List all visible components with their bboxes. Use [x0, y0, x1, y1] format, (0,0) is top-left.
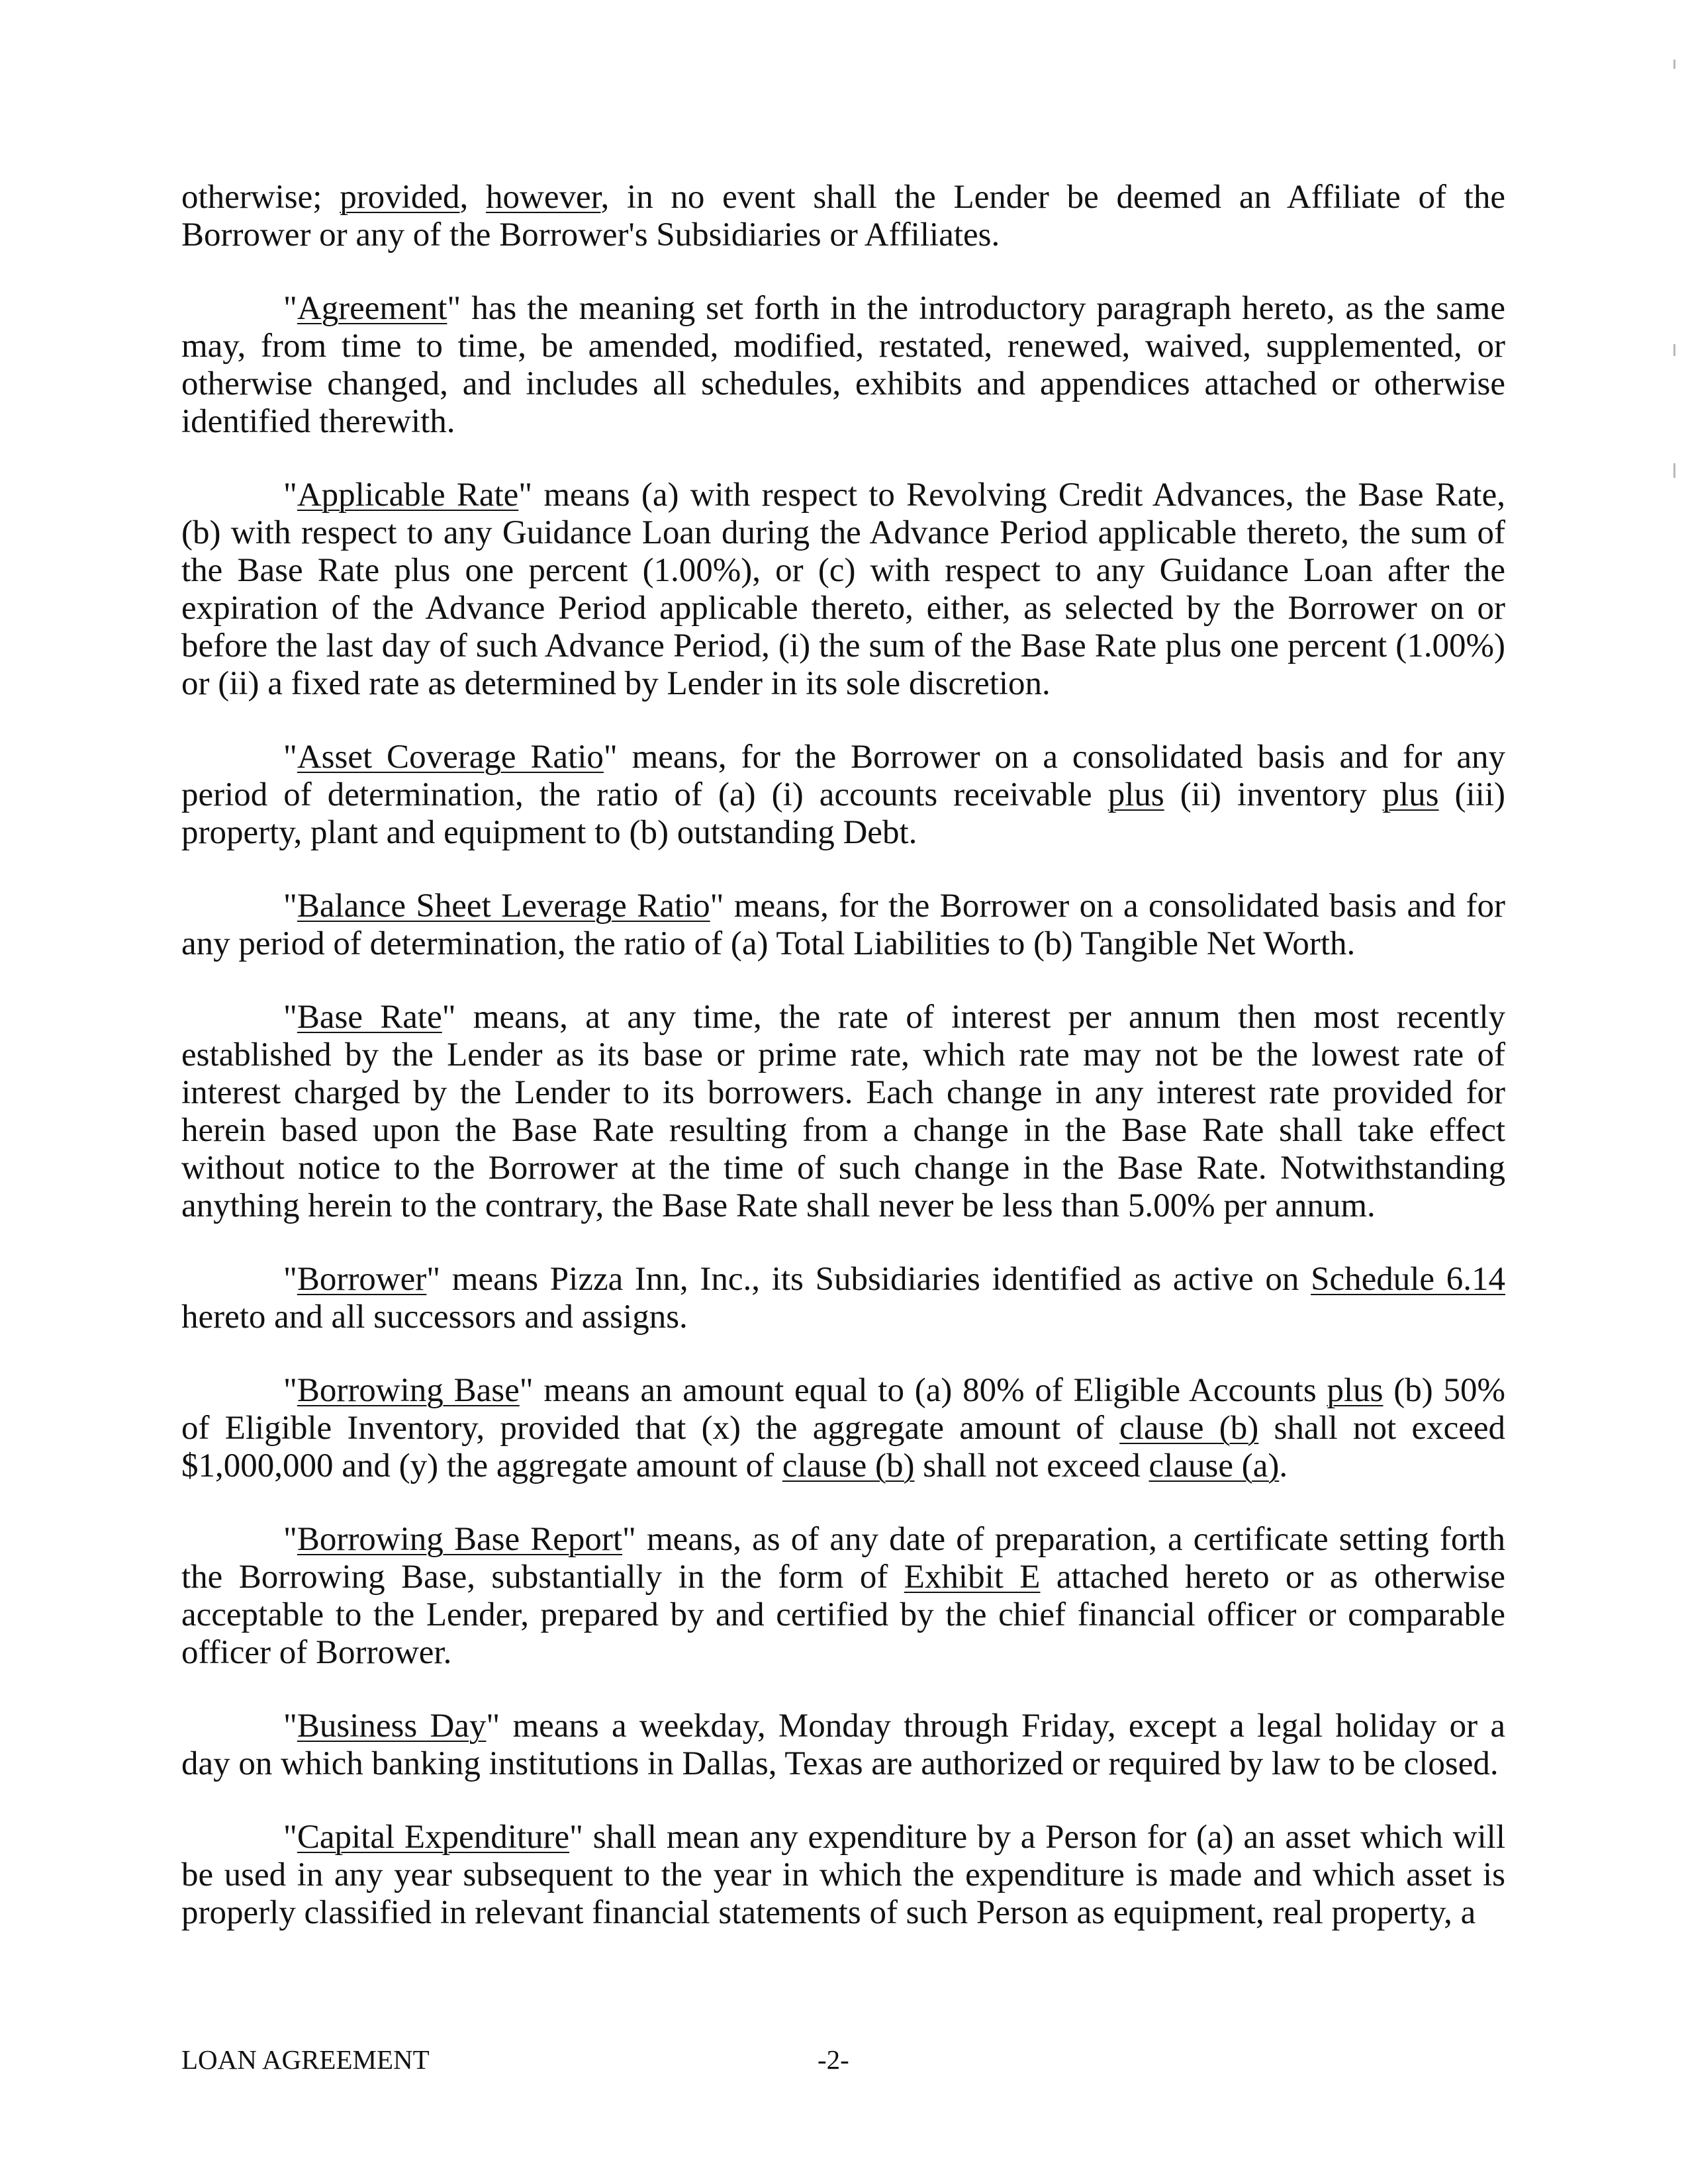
- underlined-term: Business Day: [297, 1707, 487, 1745]
- scan-artifact: [1673, 344, 1675, 356]
- underlined-term: Borrowing Base Report: [297, 1521, 623, 1558]
- document-body: [181, 179, 1505, 1968]
- underlined-term: Exhibit E: [904, 1559, 1041, 1596]
- underlined-term: Applicable Rate: [297, 477, 519, 514]
- definition-borrowing-base: [181, 1372, 1505, 1485]
- definition-base-rate: [181, 999, 1505, 1225]
- text-run: " means (a) with respect to Revolving Credit Advances, the Base Rate, (b) with respect to any Guidance Loan during the Advance Period applicable thereto, the sum of the Base Rate plus one percent (1.00%), or (c) with respect to any Guidance Loan after the expiration of the Advance Period applicable thereto, either, as selected by the Borrower on or before the last day of such Advance Period, (i) the sum of the Base Rate plus one percent (1.00%) or (ii) a fixed rate as determined by Lender in its sole discretion.: [181, 477, 1505, 702]
- text-run: (ii) inventory: [1164, 776, 1383, 813]
- text-run: shall not exceed $1,000,000 and (y) the aggregate amount of: [181, 1410, 1505, 1484]
- underlined-term: Balance Sheet Leverage Ratio: [297, 887, 710, 925]
- text-run: " means an amount equal to (a) 80% of Eligible Accounts: [519, 1372, 1327, 1409]
- definition-borrower: [181, 1261, 1505, 1336]
- text-run: ": [283, 999, 297, 1036]
- underlined-term: clause (a): [1149, 1447, 1280, 1484]
- text-run: ": [283, 1372, 297, 1409]
- underlined-term: Borrower: [297, 1261, 427, 1298]
- footer-document-title: LOAN AGREEMENT: [181, 2044, 430, 2075]
- definition-borrowing-base-report: [181, 1521, 1505, 1672]
- underlined-term: plus: [1327, 1372, 1383, 1409]
- definition-business-day: [181, 1707, 1505, 1783]
- text-run: ": [283, 739, 297, 776]
- text-run: ": [283, 290, 297, 327]
- text-run: ": [283, 1261, 297, 1298]
- definition-asset-coverage-ratio: [181, 739, 1505, 852]
- text-run: " means Pizza Inn, Inc., its Subsidiaries identified as active on: [426, 1261, 1311, 1298]
- underlined-term: plus: [1382, 776, 1439, 813]
- scan-artifact: [1673, 463, 1675, 478]
- text-run: ": [283, 887, 297, 925]
- underlined-term: Agreement: [297, 290, 447, 327]
- underlined-term: Asset Coverage Ratio: [297, 739, 604, 776]
- definition-affiliate-cont: [181, 179, 1505, 254]
- text-run: ": [283, 1521, 297, 1558]
- text-run: (b) 50% of Eligible Inventory, provided that (x) the aggregate amount of: [181, 1372, 1505, 1447]
- text-run: (iii) property, plant and equipment to (b) outstanding Debt.: [181, 776, 1505, 851]
- text-run: " means a weekday, Monday through Friday, except a legal holiday or a day on which banking institutions in Dallas, Texas are authorized or required by law to be closed.: [181, 1707, 1505, 1782]
- underlined-term: provided: [340, 179, 460, 216]
- underlined-term: Capital Expenditure: [297, 1819, 570, 1856]
- text-run: ": [283, 477, 297, 514]
- footer-page-number: -2-: [818, 2044, 849, 2075]
- text-run: hereto and all successors and assigns.: [181, 1298, 688, 1336]
- underlined-term: Borrowing Base: [297, 1372, 520, 1409]
- underlined-term: however: [485, 179, 601, 216]
- text-run: otherwise;: [181, 179, 340, 216]
- text-run: attached hereto or as otherwise acceptable to the Lender, prepared by and certified by the chief financial officer or comparable officer of Borrower.: [181, 1559, 1505, 1671]
- underlined-term: clause (b): [782, 1447, 915, 1484]
- definition-applicable-rate: [181, 477, 1505, 703]
- text-run: ,: [459, 179, 486, 216]
- text-run: ": [283, 1819, 297, 1856]
- definition-agreement: [181, 290, 1505, 441]
- underlined-term: Schedule 6.14: [1311, 1261, 1505, 1298]
- text-run: " has the meaning set forth in the introductory paragraph hereto, as the same may, from time to time, be amended, modified, restated, renewed, waived, supplemented, or otherwise changed, and includes all schedules, exhibits and appendices attached or otherwise identified therewith.: [181, 290, 1505, 440]
- definition-balance-sheet-leverage-ratio: [181, 887, 1505, 963]
- underlined-term: clause (b): [1119, 1410, 1259, 1447]
- text-run: " shall mean any expenditure by a Person for (a) an asset which will be used in any year subsequent to the year in which the expenditure is made and which asset is properly classified in relevant financial statements of such Person as equipment, real property, a: [181, 1819, 1506, 1931]
- text-run: .: [1279, 1447, 1288, 1484]
- text-run: " means, as of any date of preparation, a certificate setting forth the Borrowing Base, substantially in the form of: [181, 1521, 1505, 1596]
- definition-capital-expenditure: [181, 1819, 1505, 1932]
- text-run: " means, at any time, the rate of interest per annum then most recently established by the Lender as its base or prime rate, which rate may not be the lowest rate of interest charged by the Lender to its borrowers. Each change in any interest rate provided for herein based upon the Base Rate resulting from a change in the Base Rate shall take effect without notice to the Borrower at the time of such change in the Base Rate. Notwithstanding anything herein to the contrary, the Base Rate shall never be less than 5.00% per annum.: [181, 999, 1505, 1224]
- underlined-term: plus: [1107, 776, 1164, 813]
- text-run: " means, for the Borrower on a consolidated basis and for any period of determination, the ratio of (a) Total Liabilities to (b) Tangible Net Worth.: [181, 887, 1505, 962]
- text-run: shall not exceed: [914, 1447, 1149, 1484]
- text-run: ": [283, 1707, 297, 1745]
- underlined-term: Base Rate: [297, 999, 442, 1036]
- scan-artifact: [1673, 60, 1675, 69]
- text-run: " means, for the Borrower on a consolidated basis and for any period of determination, the ratio of (a) (i) accounts receivable: [181, 739, 1506, 813]
- text-run: , in no event shall the Lender be deemed an Affiliate of the Borrower or any of the Borrower's Subsidiaries or Affiliates.: [181, 179, 1505, 253]
